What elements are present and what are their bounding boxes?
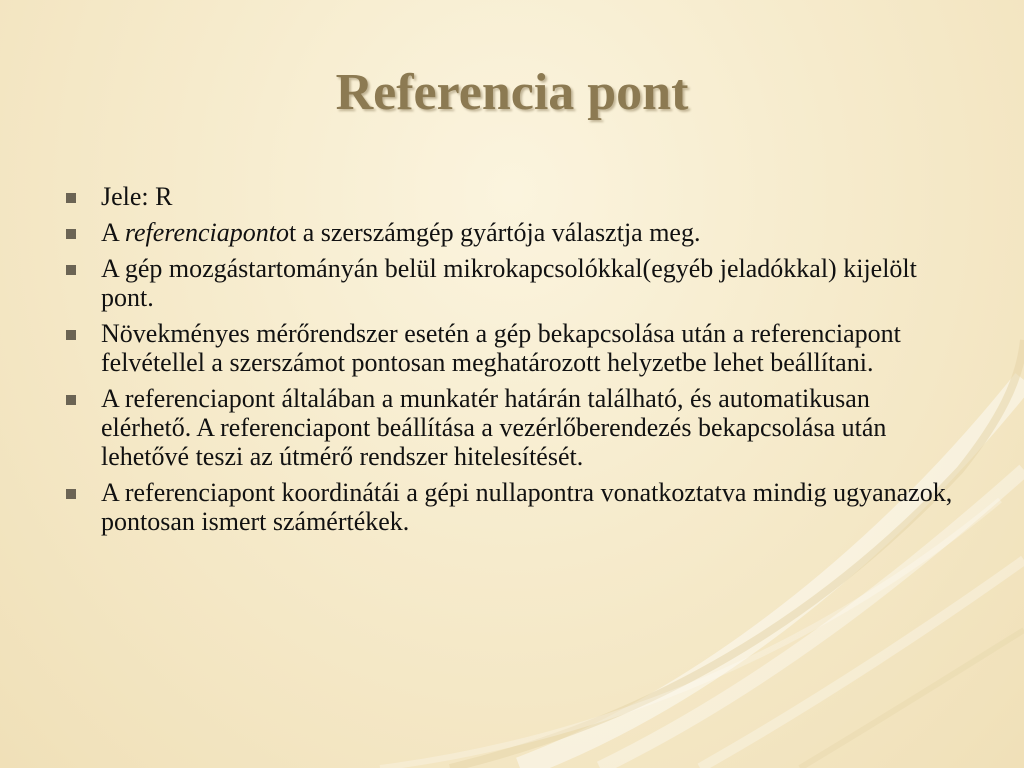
bullet-item [60, 218, 960, 247]
bullet-text: Növekményes mérőrendszer esetén a gép bekapcsolása után a referenciapont felvétellel a szerszámot pontosan meghatározott helyzetbe lehet beállítani. [101, 319, 901, 377]
square-bullet-icon [66, 395, 76, 405]
bullet-text: Jele: R [101, 182, 173, 211]
bullet-text: A gép mozgástartományán belül mikrokapcsolókkal(egyéb jeladókkal) kijelölt pont. [101, 254, 917, 312]
bullet-item [60, 319, 960, 377]
bullet-list [60, 182, 960, 543]
bullet-text-suffix: t a szerszámgép gyártója választja meg. [288, 218, 701, 247]
bullet-item [60, 384, 960, 471]
bullet-text-prefix: A [101, 218, 125, 247]
bullet-text: A referenciapont általában a munkatér határán található, és automatikusan elérhető. A referenciapont beállítása a vezérlőberendezés bekapcsolása után lehetővé teszi az útmérő rendszer hitelesítését. [101, 384, 887, 471]
bullet-text: A referenciapont koordinátái a gépi nullapontra vonatkoztatva mindig ugyanazok, pontosan ismert számértékek. [101, 478, 953, 536]
square-bullet-icon [66, 330, 76, 340]
square-bullet-icon [66, 489, 76, 499]
square-bullet-icon [66, 193, 76, 203]
bullet-text-italic: referenciaponto [124, 218, 289, 247]
square-bullet-icon [66, 265, 76, 275]
bullet-item [60, 254, 960, 312]
slide-title: Referencia pont [335, 64, 689, 121]
bullet-item [60, 478, 960, 536]
bullet-item [60, 182, 960, 211]
square-bullet-icon [66, 229, 76, 239]
